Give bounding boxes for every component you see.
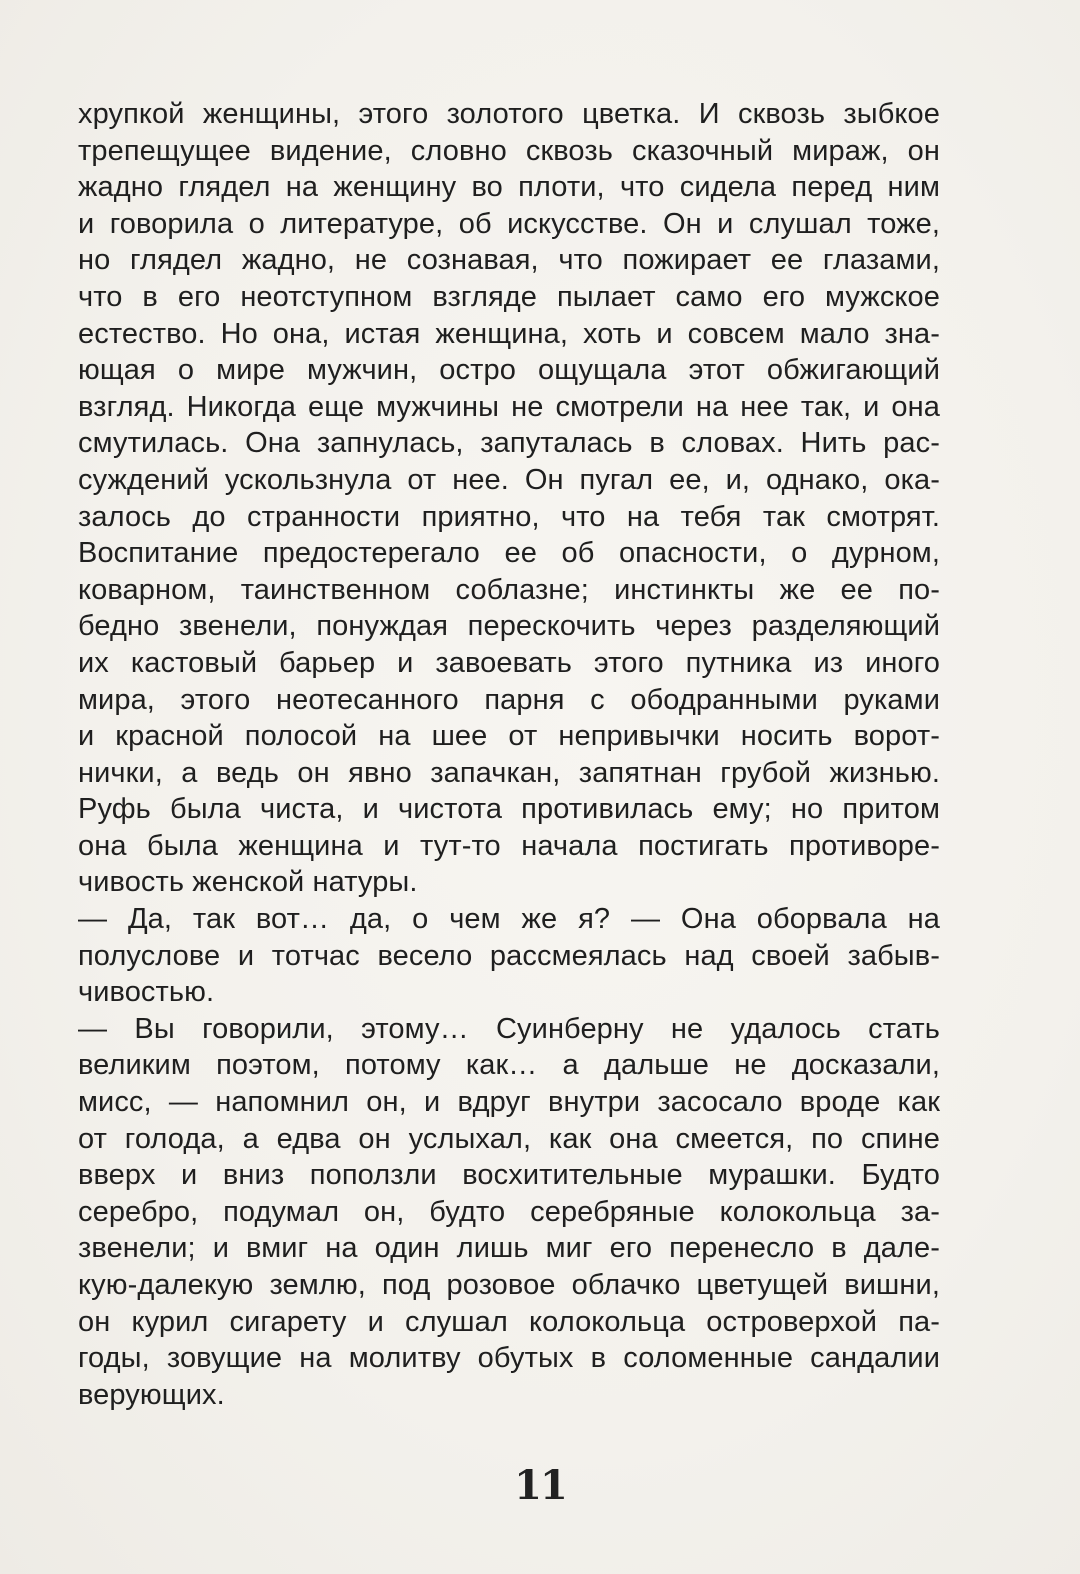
body-text bbox=[78, 96, 940, 1413]
text-line: жадно глядел на женщину во плоти, что сидела перед ним bbox=[78, 171, 940, 204]
text-line: и говорила о литературе, об искусстве. Он и слушал тоже, bbox=[78, 207, 940, 240]
text-line: от голода, а едва он услыхал, как она смеется, по спине bbox=[78, 1122, 940, 1155]
text-line: — Да, так вот… да, о чем же я? — Она оборвала на bbox=[78, 903, 940, 936]
page-number: 11 bbox=[514, 1462, 566, 1509]
text-line: звенели; и вмиг на один лишь миг его перенесло в дале- bbox=[78, 1232, 940, 1265]
text-line: хрупкой женщины, этого золотого цветка. И сквозь зыбкое bbox=[78, 98, 940, 130]
text-line: полуслове и тотчас весело рассмеялась над своей забыв- bbox=[78, 939, 940, 972]
text-line: — Вы говорили, этому… Суинберну не удалось стать bbox=[78, 1012, 940, 1045]
text-line: серебро, подумал он, будто серебряные колокольца за- bbox=[78, 1195, 940, 1228]
text-line: верующих. bbox=[78, 1378, 225, 1411]
text-line: мисс, — напомнил он, и вдруг внутри засосало вроде как bbox=[78, 1086, 940, 1119]
text-line: их кастовый барьер и завоевать этого путника из иного bbox=[78, 646, 940, 679]
text-line: залось до странности приятно, что на тебя так смотрят. bbox=[78, 500, 940, 533]
text-line: Воспитание предостерегало ее об опасности, о дурном, bbox=[78, 537, 940, 570]
text-line: суждений ускользнула от нее. Он пугал ее, и, однако, ока- bbox=[78, 463, 940, 496]
text-line: коварном, таинственном соблазне; инстинкты же ее по- bbox=[78, 573, 940, 606]
text-line: чивость женской натуры. bbox=[78, 866, 418, 899]
text-line: но глядел жадно, не сознавая, что пожирает ее глазами, bbox=[78, 244, 940, 277]
text-line: он курил сигарету и слушал колокольца островерхой па- bbox=[78, 1305, 940, 1338]
text-line: смутилась. Она запнулась, запуталась в словах. Нить рас- bbox=[78, 427, 940, 460]
text-line: что в его неотступном взгляде пылает само его мужское bbox=[78, 280, 940, 313]
text-line: естество. Но она, истая женщина, хоть и совсем мало зна- bbox=[78, 317, 940, 350]
text-line: бедно звенели, понуждая перескочить через разделяющий bbox=[78, 610, 940, 643]
text-line: вверх и вниз поползли восхитительные мурашки. Будто bbox=[78, 1159, 940, 1192]
text-line: годы, зовущие на молитву обутых в соломенные сандалии bbox=[78, 1342, 940, 1375]
text-line: кую-далекую землю, под розовое облачко цветущей вишни, bbox=[78, 1269, 940, 1301]
text-line: трепещущее видение, словно сквозь сказочный мираж, он bbox=[78, 134, 940, 167]
text-line: ющая о мире мужчин, остро ощущала этот обжигающий bbox=[78, 354, 940, 387]
text-line: нички, а ведь он явно запачкан, запятнан грубой жизнью. bbox=[78, 756, 940, 789]
text-line: чивостью. bbox=[78, 976, 215, 1009]
text-line: великим поэтом, потому как… а дальше не досказали, bbox=[78, 1049, 940, 1082]
text-line: она была женщина и тут-то начала постигать противоре- bbox=[78, 829, 940, 862]
text-line: мира, этого неотесанного парня с ободранными руками bbox=[78, 683, 940, 716]
text-line: Руфь была чиста, и чистота противилась ему; но притом bbox=[78, 793, 940, 826]
text-line: и красной полосой на шее от непривычки носить ворот- bbox=[78, 720, 940, 753]
text-line: взгляд. Никогда еще мужчины не смотрели на нее так, и она bbox=[78, 390, 940, 423]
